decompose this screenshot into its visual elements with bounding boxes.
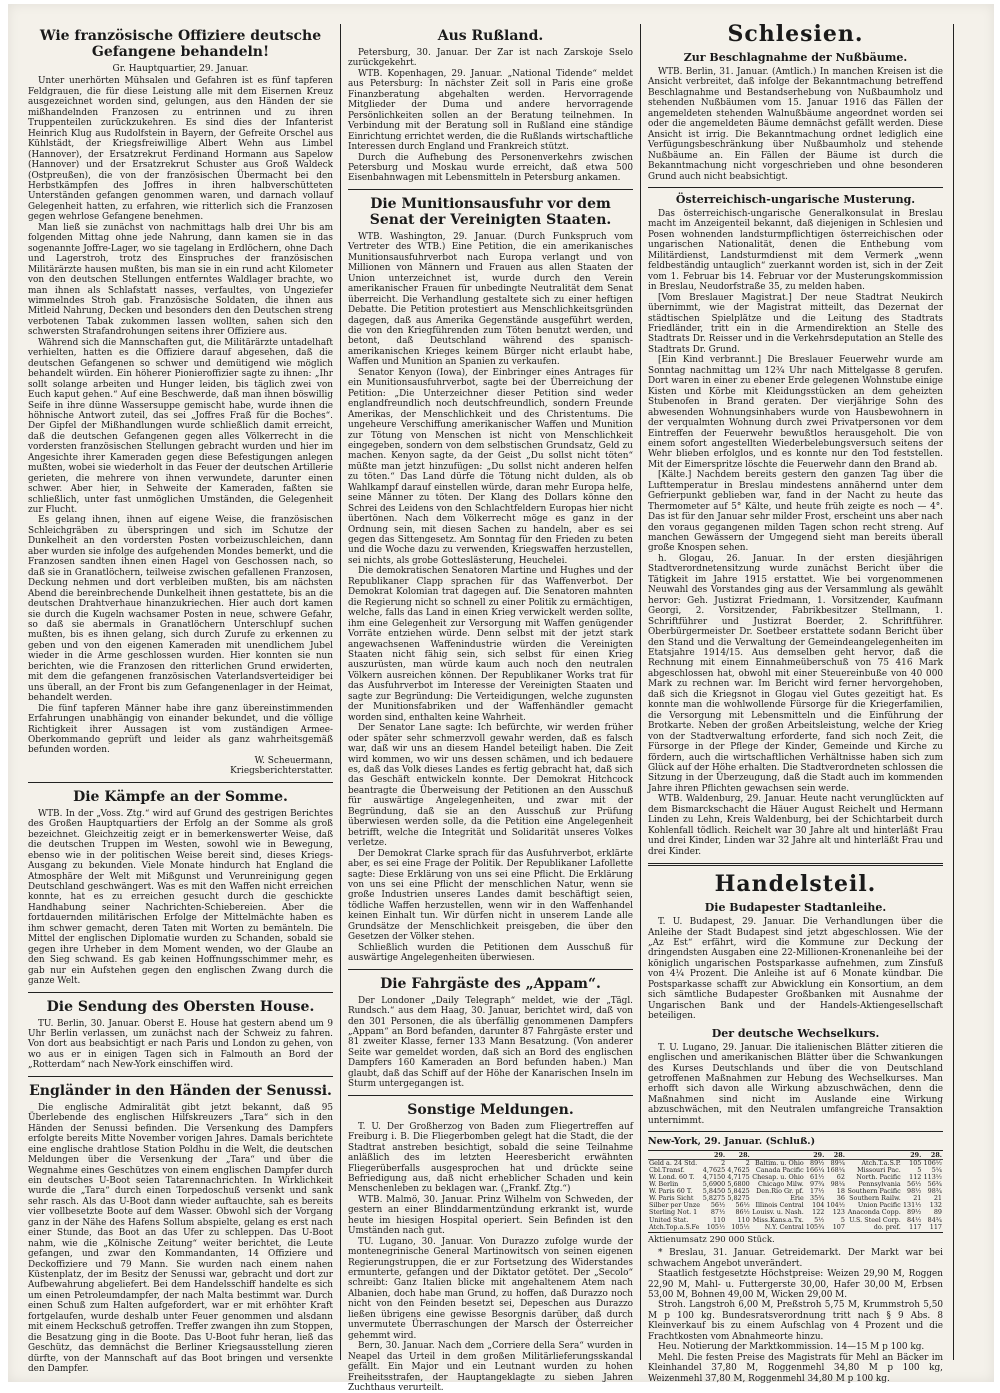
stock-table-cell: 56½ (735, 1201, 750, 1210)
paragraph: Die demokratischen Senatoren Martine und Hughes und der Republikaner Clapp sprachen für das Waffenverbot. Der Demokrat Kolomian trat dagegen auf. Die Senatoren mahnten die Regierung nicht so schnell zu einer Politik zu ermächtigen, welche, falls das Land in einen Krieg verwickelt werden sollte, ihm eine Gelegenheit zur Versorgung mit Waffen genügender Vorräte entziehen würde. Denn selbst mit der jetzt stark angewachsenen Waffenindustrie würden die Vereinigten Staaten nicht fähig sein, sich selbst für einen Krieg auszurüsten, man würde kaum auch noch den neutralen Völkern ausreichen können. Der Republikaner Works trat für das Ausfuhrverbot im Interesse der Vereinigten Staaten und sagte zur Begründung: Die Verteidigungen, welche zugunsten der Munitionsfabriken und der Waffenhändler gemacht worden sind, enthalten keine Wahrheit. (348, 566, 633, 723)
paragraph: TU. Berlin, 30. Januar. Oberst E. House hat gestern abend um 9 Uhr Berlin verlassen, um zunächst nach der Schweiz zu fahren. Von dort aus beabsichtigt er nach Paris und London zu gehen, von wo aus er in einigen Tagen sich in Falmouth an Bord der „Rotterdam“ nach New-York einschiffen wird. (28, 1018, 333, 1071)
paragraph: Senator Kenyon (Iowa), der Einbringer eines Antrages für ein Munitionsausfuhrverbot, sagte bei der Überreichung der Petition: „Die Unterzeichner dieser Petition sind weder englandfreundlich noch deutschfreundlich, sondern Freunde Amerikas, der Menschlichkeit und des Christentums. Die ungeheure Verschiffung amerikanischer Waffen und Munition zur Tötung von Menschen ist nicht von Menschlichkeit eingegeben, sondern von dem selbstischen Grundsatz, Geld zu machen. Kenyon sagte, da der Geist „Du sollst nicht töten“ müßte man jetzt hinzufügen: „Du sollst nicht anderen helfen zu töten.“ Das Land dürfe die Tötung nicht dulden, als ob Wahlkampf darauf einstellen würde, daran mehr Europa helfe, seine Männer zu töten. Der Klang des Dollars könne den Schrei des Leidens von den Schlachtfeldern Europas hier nicht übertönen. Nach dem Völkerrecht möge es ganz in der Ordnung sein, mit diesen Sachen zu handeln, aber es sei gegen das Sittengesetz. Am Sonntag für den Frieden zu beten und die Woche dazu zu verwenden, Kriegswaffen herzustellen, sei nichts, als grobe Gotteslästerung, Heuchelei. (348, 367, 633, 566)
stock-table-cell: Southern Railw. (849, 1194, 901, 1203)
article-title: Sonstige Meldungen. (407, 1101, 574, 1118)
article-senussi (28, 1083, 333, 1375)
stock-table-cell: 84¾ (927, 1215, 942, 1224)
paragraph: Das österreichisch-ungarische Generalkonsulat in Breslau macht im Anzeigenteil bekannt, daß diejenigen in Schlesien und Posen wohnenden landsturmpflichtigen österreichischen oder ungarischen Nationalität, denen die Enthebung vom Militärdienst, Landsturmdienst mit dem Vermerk „wenn feldbeständig untauglich“ zuerkannt worden ist, sich in der Zeit vom 1. Februar bis 14. Februar vor der Musterungskommission in Breslau, Neudorfstraße 35, zu melden haben. (648, 208, 943, 293)
newspaper-page (8, 4, 994, 1393)
stock-table-cell: 112 (909, 1172, 922, 1181)
article-signature: W. Scheuermann, (254, 755, 333, 766)
stock-table-heading: New-York, 29. Januar. (Schluß.) (648, 1136, 816, 1148)
stock-table-cell: 98¾ (927, 1187, 942, 1196)
article-title: Aus Rußland. (437, 28, 544, 44)
stock-table-cell: 89 (933, 1208, 942, 1217)
paragraph: Petersburg, 30. Januar. Der Zar ist nach Zarskoje Sselo zurückgekehrt. (348, 48, 633, 69)
stock-table-cell: 105½ (706, 1222, 726, 1231)
article-appam (348, 976, 633, 1090)
stock-table-header-cell: 28. (726, 1152, 751, 1160)
paragraph: Es gelang ihnen, ihnen auf eigene Weise, die französischen Schleichgräben zu überspringen und sich im Schutze der Dunkelheit an den vordersten Posten vorbeizuschleichen, dann aber wurden sie infolge des aufgehenden Mondes bemerkt, und die Franzosen sandten ihnen einen Hagel von Geschossen nach, so daß sie in Granatlöchern, teilweise zwischen gefallenen Franzosen, Deckung nehmen und dort verbleiben mußten, bis am nächsten Abend die bereinbrechende Dunkelheit ihnen gestattete, bis an die deutschen Drahtverhaue hinanzukriechen. Hier auch dort kamen sie durch die Kugeln wachsamer Posten in neue, schwere Gefahr, so daß sie abermals in Granatlöchern Unterschlupf suchen mußten, bis es ihnen gelang, sich durch Zurufe zu erkennen zu geben und von den eigenen Kameraden mit unendlichem Jubel wieder in die Arme geschlossen wurden. Hier konnten sie nun berichten, wie die Franzosen den ritterlichen Grund erwiderten, mit dem die gefangenen französischen Vaterlandsverteidiger bei uns überall, an der Front bis zum Gefangenenlager in der Heimat, behandelt werden. (28, 515, 333, 704)
stock-table-cell: 117 (909, 1222, 922, 1231)
divider (348, 189, 633, 190)
article-title: Die Budapester Stadtanleihe. (704, 901, 887, 915)
stock-table-cell: United Stat. (649, 1215, 689, 1224)
stock-table-cell: 21 (933, 1194, 942, 1203)
stock-table-cell: 4,7625 (702, 1165, 726, 1174)
stock-table-cell: 98½ (907, 1187, 922, 1196)
divider (648, 863, 943, 866)
stock-table-cell: 98¼ (830, 1180, 845, 1189)
stock-table-cell: 110 (737, 1215, 750, 1224)
stock-table-cell: 5,8425 (727, 1187, 750, 1196)
stock-table-cell: Union Pacific (857, 1201, 901, 1210)
stock-table-cell: Pennsylvania (858, 1180, 901, 1189)
paragraph: Mehl. Die festen Preise des Magistrats für Mehl an Bäcker im Kleinhandel 37,80 M, Roggenmehl 34,80 M p 100 kg, Weizenmehl 37,80 M, Roggenmehl 34,80 M p 100 kg. (648, 1352, 943, 1384)
stock-table-cell: 4,7150 (702, 1172, 726, 1181)
article-title: Die Kämpfe an der Somme. (73, 788, 288, 805)
paragraph: WTB. Kopenhagen, 29. Januar. „National Tidende“ meldet aus Petersburg: In nächster Zeit soll in Paris eine große Finanzberatung abgehalten werden. Hervorragende Mitglieder der Duma und andere hervorragende Persönlichkeiten sollen an der Beratung teilnehmen. In Verbindung mit der Beratung soll in Rußland eine ständige Einrichtung errichtet werden, die die Rußlands wirtschaftliche Interessen durch England und Frankreich stützt. (348, 68, 633, 153)
divider (648, 1131, 943, 1132)
stock-table-cell: 18 (836, 1187, 845, 1196)
stock-table-cell: Miss.Kans.a.Tx. (752, 1215, 804, 1224)
article-title: Der deutsche Wechselkurs. (711, 1026, 880, 1040)
stock-table-cell: 2 (745, 1158, 750, 1167)
article-stadtanleihe (648, 901, 943, 1022)
paragraph: [Vom Breslauer Magistrat.] Der neue Stadtrat Neukirch übernimmt, wie der Magistrat mitteilt, das Dezernat der städtischen Spielplätze und die Leitung des Stadtrats Friedländer, tritt ein in die Armendirektion an Stelle des Stadtrats Dr. Reisser und in die Verkehrsdeputation an Stelle des Stadtrats Dr. Grund. (648, 292, 943, 355)
stock-table-cell: 86½ (735, 1208, 750, 1217)
divider (348, 969, 633, 970)
article-title: Wie französische Offiziere deutsche Gefangene behandeln! (39, 28, 322, 60)
article-title: Österreichisch-ungarische Musterung. (675, 192, 916, 206)
stock-table-cell: 131½ (902, 1201, 922, 1210)
paragraph: Bern, 30. Januar. Nach dem „Corriere della Sera“ wurden in Neapel das Urteil in dem großen Militärlieferungsskandal gefällt. Ein Major und ein Leutnant wurden zu hohen Freiheitsstrafen, der Hauptangeklagte zu sieben Jahren Zuchthaus verurteilt. (348, 1341, 633, 1393)
column-1 (28, 22, 333, 1375)
stock-table-header-cell: 28. (825, 1152, 846, 1160)
stock-table-cell: do. pref. (873, 1222, 901, 1231)
paragraph: * Breslau, 31. Januar. Getreidemarkt. Der Markt war bei schwachem Angebot unverändert. (648, 1248, 943, 1269)
divider (28, 992, 333, 993)
divider (28, 1076, 333, 1077)
stock-table-wrap (648, 1150, 943, 1233)
stock-table-cell: 89¼ (830, 1158, 845, 1167)
stock-table-cell: Geld a. 24 Std. (649, 1158, 698, 1167)
stock-table-cell: 21 (913, 1194, 922, 1203)
article-nussbaeume (648, 51, 943, 182)
divider (648, 187, 943, 188)
paragraph: Während sich die Mannschaften gut, die Militärärzte untadelhaft verhielten, hatten es die Offiziere darauf abgesehen, daß die deutschen Gefangenen so schwer und demütigend wie möglich behandelt würden. Ein höherer Pionieroffizier sagte zu ihnen: „Ihr sollt solange arbeiten und Hunger leiden, bis täglich zwei von Euch kaput gehen.“ Auf eine Beschwerde, daß man ihnen böswillig Seife in ihre dünne Wassersuppe gemischt habe, wurde ihnen die höhnische Antwort zuteil, das sei „Joffres Fraß für die Boches“. Der Gipfel der Mißhandlungen wurde schließlich damit erreicht, daß die deutschen Gefangenen gegen alles Völkerrecht in die vordersten französischen Stellungen gebracht wurden und hier im Angesichte ihrer Kameraden gegen diese Befestigungen anlegen mußten, wobei sie wiederholt in das Feuer der deutschen Artillerie gerieten, die mehrere von ihnen verwundete, darunter einen schwer. Aber hier, in Sehweite der Kameraden, faßten sie schließlich, unter fast unmöglichen Umständen, die Gelegenheit zur Flucht. (28, 337, 333, 516)
stock-table-block (648, 1137, 943, 1245)
paragraph: [Ein Kind verbrannt.] Die Breslauer Feuerwehr wurde am Sonntag nachmittag um 12¾ Uhr nach Mittelgasse 8 gerufen. Dort waren in einer zu ebener Erde gelegenen Wohnstube einige Kisten und Körbe mit Kleidungsstücken an dem geheizten Stubenofen in Brand geraten. Der vierjährige Sohn des abwesenden Wohnungsinhabers wurde von Hausbewohnern in der verqualmten Wohnung durch zwei Privatpersonen vor dem Eintreffen der Feuerwehr bewußtlos herausgeholt. Die von einem sofort angestellten Wiederbelebungsversuch seitens der Wehr blieben erfolglos, und es konnte nur den Tod feststellen. Mit der Eimerspritze löschte die Feuerwehr dann den Brand ab. (648, 355, 943, 470)
stock-table-cell: U.S. Steel Corp. (849, 1215, 901, 1224)
article-title: Zur Beschlagnahme der Nußbäume. (683, 51, 908, 64)
column-rule (640, 24, 641, 1360)
stock-table-cell: 56½ (907, 1180, 922, 1189)
stock-table-header-cell: 28. (922, 1152, 943, 1160)
stock-table-header-cell: 29. (805, 1152, 826, 1160)
article-getreidemarkt (648, 1248, 943, 1384)
column-3 (648, 21, 943, 1384)
stock-table-cell: 56½ (710, 1201, 726, 1210)
stock-table-cell: 62 (836, 1172, 845, 1181)
stock-table-cell: 105 (909, 1158, 922, 1167)
stock-table-footer: Aktienumsatz 290 000 Stück. (648, 1234, 775, 1245)
paragraph: Der Senator Lane sagte: Ich befürchte, wir werden früher oder später sehr schmerzvoll gewahr werden, daß es falsch war, daß wir uns an diesem Handel beteiligt haben. Die Zeit wird kommen, wo wir uns dessen schämen, und ich bedauere es, daß das Volk dieses Landes es fertig gebracht hat, daß sich das Geschäft entwickeln konnte. Der Demokrat Hitchcock beantragte die Überweisung der Petitionen an den Ausschuß für auswärtige Angelegenheiten, und zwar mit der Begründung, daß sie an den Ausschuß zur Prüfung überwiesen werden solle, da die Petition eine Angelegenheit betrifft, welche die Integrität und Solidarität unseres Volkes verletze. (348, 723, 633, 849)
paragraph: Man ließ sie zunächst von nachmittags halb drei Uhr bis am folgenden Mittag ohne jede Nahrung, dann kamen sie in das sogenannte Joffre-Lager, wo sie tagelang in Erdlöchern, ohne Dach und Lagerstroh, trotz des Einspruches der französischen Militärärzte hausen mußten, bis man sie in ein rund acht Kilometer von den deutschen Stellungen entferntes Waldlager brachte, wo man ihnen als Schlafstatt nasses, verfaultes, von Ungeziefer wimmelndes Stroh gab. Französische Soldaten, die ihnen aus Mitleid Nahrung, Decken und besonders den den Deutschen streng verbotenen Tabak zukommen lassen wollten, sahen sich den schwersten Strafandrohungen seitens ihrer Offiziere aus. (28, 222, 333, 338)
stock-table-cell: 4,7175 (727, 1172, 750, 1181)
paragraph: Der Londoner „Daily Telegraph“ meldet, wie der „Tägl. Rundsch.“ aus dem Haag, 30. Januar, berichtet wird, daß von den 301 Personen, die als überfällig genommenen Dampfers „Appam“ an Bord befanden, darunter 87 Fahrgäste erster und 81 zweiter Klasse, ferner 133 Mann Besatzung. (Von anderer Seite war gemeldet worden, daß sich an Bord des englischen Dampfers 160 Kameraden an Bord befunden haben.) Man glaubt, daß das Schiff auf der Höhe der Kanarischen Inseln im Sturm untergegangen ist. (348, 995, 633, 1090)
paragraph: Der Demokrat Clarke sprach für das Ausfuhrverbot, erklärte aber, es sei eine Frage der Politik. Der Republikaner Lafollette sagte: Diese Erklärung von uns sei eine Pflicht. Die Erklärung von uns sei eine Pflicht der menschlichen Natur, wenn sie große Industrien unseres Landes damit beschäftigt seien, tödliche Waffen herzustellen, wenn wir in den Waffenhandel keinen Einhalt tun. Wir dürfen nicht in unserem Lande alle Grundsätze der Menschlichkeit preisgeben, die über den Gesetzen der Völker stehen. (348, 848, 633, 943)
paragraph: Schließlich wurden die Petitionen dem Ausschuß für auswärtige Angelegenheiten überwiesen. (348, 942, 633, 964)
stock-table-cell: Southern Pacific (847, 1187, 901, 1196)
divider (348, 1095, 633, 1096)
stock-table-header-cell: 29. (702, 1152, 727, 1160)
stock-table-cell: 104½ (826, 1201, 845, 1210)
stock-table-cell: 4,7625 (727, 1165, 750, 1174)
article-wechselkurs (648, 1027, 943, 1127)
stock-table-cell: Chesap. u. Ohio (752, 1172, 804, 1181)
stock-table-cell: 104 (812, 1201, 825, 1210)
paragraph: Heu. Notierung der Marktkommission. 14—15 M p 100 kg. (658, 1342, 925, 1353)
column-2 (348, 22, 633, 1393)
stock-table-cell: 5,6800 (727, 1180, 750, 1189)
paragraph: Durch die Aufhebung des Personenverkehrs zwischen Petersburg und Moskau wurde erreicht, daß etwa 500 Eisenbahnwagen mit Lebensmitteln in Petersburg ankamen. (348, 152, 633, 184)
paragraph: [Kälte.] Nachdem bereits gestern den ganzen Tag über die Lufttemperatur in Breslau mindestens annähernd unter dem Gefrierpunkt geblieben war, fand in der Nacht zu heute das Thermometer auf 5° Kälte, und heute früh zeigte es noch — 4°. Das ist für den Januar sehr milder Frost, erscheint uns aber nach den voraus gegangenen milden Tagen schon recht streng. Auf manchen Gewässern der Umgegend sieht man bereits überall große Knospen sehen. (648, 470, 943, 554)
article-dateline: Gr. Hauptquartier, 29. Januar. (112, 64, 249, 74)
stock-table-cell: 110 (712, 1215, 726, 1224)
stock-table-cell: 5 (917, 1165, 922, 1174)
stock-table-header-cell: 29. (902, 1152, 923, 1160)
stock-table-cell: 97¾ (810, 1180, 825, 1189)
paragraph: Staatlich festgesetzte Höchstpreise: Weizen 29,90 M, Roggen 22,90 M, Mahl- u. Futtergerste 30,00, Hafer 30,00 M, Erbsen 53,00 M, Bohnen 49,00 M, Wicken 29,00 M. (648, 1269, 943, 1300)
paragraph: WTB. In der „Voss. Ztg.“ wird auf Grund des gestrigen Berichtes des Großen Hauptquartiers der Erfolg an der Somme als groß bezeichnet. Gleichzeitig zeigt er in bemerkenswerter Weise, daß die deutschen Truppen im Westen, sowohl wie in Bewegung, ebenso wie in der politischen Weise bereit sind, dieses Kriegs-Ausgang zu bekunden. Viele Monate hindurch hat England die Atmosphäre der Welt mit Mißgunst und Verunreinigung gegen Deutschland geschwängert. Was es mit den Waffen nicht erreichen konnte, hat es zu erreichen gesucht durch die geschickte Handhabung seiner Nachrichten-Schiebereien. Aber die fortdauernden militärischen Erfolge der Mittelmächte haben es ihm schwer gemacht, deren Taten mit Worten zu bemänteln. Die Mittel der englischen Diplomatie wurden zu Schanden, sobald sie gegen ihre Urheber in dem Moment wenden, wo der Glaube an den Sieg schwand. Es gab keinen Hoffnungsschimmer mehr, es gab nur ein Aufstehen gegen den englischen Zwang durch die ganze Welt. (28, 808, 333, 987)
article-title: Die Sendung des Obersten House. (46, 998, 315, 1015)
article-title: Die Munitionsausfuhr vor dem Senat der Vereinigten Staaten. (369, 195, 612, 228)
stock-table-row (648, 1224, 943, 1231)
stock-table-cell: W. Berlin (649, 1180, 679, 1189)
stock-table-cell: 5½ (814, 1215, 825, 1224)
paragraph: WTB. Malmö, 30. Januar. Prinz Wilhelm von Schweden, der gestern an einer Blinddarmentzündung erkrankt ist, wurde heute im hiesigen Hospital operiert. Sein Befinden ist den Umständen nach gut. (348, 1194, 633, 1237)
section-heading: Handelsteil. (714, 871, 877, 898)
column-rule (340, 24, 341, 1360)
paragraph: WTB. Washington, 29. Januar. (Durch Funkspruch vom Vertreter des WTB.) Eine Petition, die ein amerikanisches Munitionsausfuhrverbot nach Europa verlangt und von Millionen von Männern und Frauen aus allen Staaten der Union unterzeichnet ist, wurde durch den Verein amerikanischer Frauen für unbedingte Neutralität dem Senat überreicht. Die Verhandlung gestaltete sich zu einer heftigen Debatte. Die Petition protestiert aus Menschlichkeitsgründen dagegen, daß aus Amerika Gegenstände ausgeführt werden, die von den Kriegführenden zum Töten benutzt werden, und betont, daß Deutschland während des spanisch-amerikanischen Krieges keinem Bürger nicht erlaubt habe, Waffen und Munition an Spanien zu verkaufen. (348, 231, 633, 368)
stock-table-cell: 166¼ (805, 1165, 825, 1174)
stock-table-cell: Sterling Not. 1 (649, 1208, 698, 1217)
stock-table-cell: 122 (812, 1208, 825, 1217)
stock-table-cell: 106½ (923, 1158, 942, 1167)
paragraph: T. U. Der Großherzog von Baden zum Fliegertreffen auf Freiburg i. B. Die Fliegerbomben gelegt hat die Stadt, die der Stadtrat anstreben besichtigt, sobald die seine Teilnahme anläßlich des im letzten Heeresbericht erwähnten Fliegerüberfalls ausgesprochen hat und drückte seine Befriedigung aus, daß nicht erheblicher Schaden und kein Menschenleben zu beklagen war. („Frankf. Ztg.“) (348, 1121, 633, 1195)
stock-table-cell: 61½ (810, 1172, 825, 1181)
stock-table-cell: W. Paris 60 T. (649, 1187, 693, 1196)
stock-table-cell: W. Paris Sicht (649, 1194, 694, 1203)
stock-table-cell: 5¼ (931, 1165, 942, 1174)
stock-table-cell: 17½ (810, 1187, 825, 1196)
stock-table-cell: 132 (929, 1201, 942, 1210)
stock-table-cell: 105¾ (805, 1222, 825, 1231)
paragraph: Die englische Admiralität gibt jetzt bekannt, daß 95 Überlebende des englischen Hilfskreuzers „Tara“ sich in den Händen der Senussi befinden. Die Versenkung des Dampfers erfolgte bereits Mitte November vorigen Jahres. Damals berichtete eine englische drahtlose Station Poldhu in die Welt, die deutschen Meldungen über die Versenkung der „Tara“ und über die Wegnahme eines Geschützes von einem englischen Dampfer durch ein deutsches U-Boot seien Tatarennachrichten. In Wirklichkeit wurde die „Tara“ durch einen Torpedoschuß versenkt und sank sehr rasch. Als das U-Boot dann wieder auftauchte, sah es bereits vier vollbesetzte Boote auf dem Wasser. Obwohl sich der Vorgang ganz in der Nähe des Hafens Sollum abspielte, gelang es erst nach einer Stunde, das Boot an das Ufer zu schleppen. Das U-Boot nahm, wie die „Kölnische Zeitung“ weiter berichtet, die Leute gefangen, und zwar den Kommandanten, 14 Offiziere und Deckoffiziere und 79 Mann. Sie wurden nach einem nahen Küstenplatz, der im Besitz der Senussi war, gebracht und dort zur Aufbewahrung abgeliefert. Bei dem Handelsschiff handelte es sich um einen Petroleumdampfer, der nach Malta bestimmt war. Durch einen Schuß zum Halten aufgefordert, war er mit erhöhter Kraft fortgelaufen, wurde deshalb unter Feuer genommen und alsdann mit einem Heckschuß getroffen. Treffer zwangen ihn zum Stoppen, die Besatzung ging in die Boote. Das U-Boot fuhr heran, ließ das Geschütz, das demnächst die Berliner Kriegsausstellung zieren dürfte, von der Mannschaft auf das Boot bringen und versenkte den Dampfer. (28, 1102, 333, 1375)
stock-table-cell: 87½ (710, 1208, 726, 1217)
stock-table-cell: 5,8450 (702, 1187, 726, 1196)
paragraph: WTB. Berlin, 31. Januar. (Amtlich.) In manchen Kreisen ist die Ansicht verbreitet, daß infolge der Bekanntmachung betreffend Beschlagnahme und Bestandserhebung von Nußbaumholz und stehenden Nußbäumen vom 15. Januar 1916 das Fällen der angemeldeten stehenden Walnußbäume angeordnet worden sei oder die angemeldeten Bäume demnächst gefällt werden. Diese Ansicht ist irrig. Die Bekanntmachung ordnet lediglich eine Verfügungsbeschränkung über Nußbaumholz und stehende Nußbäume an. Ein Fällen der Bäume ist durch die Bekanntmachung nicht vorgeschrieben und ohne besonderen Grund auch nicht beabsichtigt. (648, 67, 943, 182)
stock-table-cell: 89½ (810, 1158, 825, 1167)
article-house (28, 999, 333, 1071)
stock-table-cell: Anaconda Copp. (847, 1208, 901, 1217)
stock-table-cell: 84½ (907, 1215, 922, 1224)
paragraph: T. U. Lugano, 29. Januar. Die italienischen Blätter zitieren die englischen und amerikanischen Blätter über die Schwankungen des Kurses Deutschlands und über die von Deutschland getroffenen Maßnahmen zur Hebung des Wechselkurses. Man erhofft sich davon alle Wirkung abzuschwächen, denn die Maßnahmen sind nicht im Auslande eine Wirkung abzuschwächen, mit den Neutralen umfangreiche Transaktion unternimmt. (648, 1042, 943, 1126)
paragraph: T. U. Budapest, 29. Januar. Die Verhandlungen über die Anleihe der Stadt Budapest sind jetzt abgeschlossen. Wie der „Az Est“ erfährt, wird die Kommune zur Deckung der dringendsten Ausgaben eine 22-Millionen-Kronenanleihe bei der königlich ungarischen Postsparkasse aufnehmen, zum Zinsfuß von 4¼ Prozent. Die Anleihe ist auf 6 Monate kündbar. Die Postsparkasse schafft zur Abwicklung ein Konsortium, an dem sich sämtliche Budapester Großbanken mit Ausnahme der Ungarischen Bank und der Handels-Aktiengesellschaft beteiligen. (648, 917, 943, 1022)
stock-table (648, 1152, 943, 1231)
stock-table-cell: 5,8275 (702, 1194, 726, 1203)
stock-table-cell: Cbl.Transf. (649, 1165, 685, 1174)
stock-table-cell: 5,8275 (727, 1194, 750, 1203)
stock-table-cell: 89½ (907, 1208, 922, 1217)
section-heading: Schlesien. (727, 21, 864, 47)
paragraph: Die fünf tapferen Männer habe ihre ganz übereinstimmenden Erfahrungen unabhängig von einander bekundet, und die völlige Richtigkeit ihrer Aussagen ist vom zuständigen Armee-Oberkommando geprüft und leider als ganz wahrheitsgemäß befunden worden. (28, 703, 333, 756)
stock-table-cell: Louisv. u. Nash. (752, 1208, 804, 1217)
article-russland (348, 28, 633, 184)
stock-table-cell: 117 (929, 1222, 942, 1231)
stock-table-cell: 168¼ (826, 1165, 845, 1174)
stock-table-cell: 123 (832, 1208, 845, 1217)
article-gefangene (28, 28, 333, 777)
stock-table-cell: Den.Rio Gr. pf. (756, 1187, 804, 1196)
stock-table-cell: 107 (832, 1222, 845, 1231)
paragraph: TU. Lugano, 30. Januar. Von Durazzo zufolge wurde der montenegrinische General Martinowitsch von seinen eigenen Regierungstruppen, die er zur Fortsetzung des Widerstandes ermunterte, gefangen und der Diktator getötet. Der „Secolo“ schreibt: Ganz Italien blicke mit angehaltenem Atem nach Albanien, doch habe man Grund, zu hoffen, daß Durazzo noch nicht von den Feinden besetzt sei, Depeschen aus Durazzo ließen übrigens eine gewisse Besorgnis darüber, daß durch unvermutete Überraschungen der Marsch der Österreicher gehemmt wird. (348, 1236, 633, 1341)
paragraph: h. Glogau, 26. Januar. In der ersten diesjährigen Stadtverordnetensitzung wurde zunächst Bericht über die Tätigkeit im Jahre 1915 erstattet. Wie bei vorgenommenen Neuwahl des Vorstandes ging aus der Versammlung als gewählt hervor: Geh. Justizrat Friedmann, 1. Vorsitzender, Kaufmann Georgi, 2. Vorsitzender, Fabrikbesitzer Stellmann, 1. Schriftführer und Justizrat Boerder, 2. Schriftführer. Oberbürgermeister Dr. Soetbeer erstattete sodann Bericht über den Stand und die Verwaltung der Gemeindeangelegenheiten im Etatsjahre 1914/15. Aus demselben geht hervor, daß die Rechnung mit einem Einnahmeüberschuß von 75 416 Mark abgeschlossen hat, obwohl mit einer Steuereinbuße von 40 000 Mark zu rechnen war. Im Bericht wird ferner hervorgehoben, daß sich die Kriegsnot in Glogau viel Gutes gezeitigt hat. Es konnte man die wohlwollende Fürsorge für die Kriegerfamilien, die Versorgung mit Lebensmitteln und die Einführung der Brotkarte. Neben der großen Arbeitsleistung, welche der Krieg von der Stadtverwaltung erforderte, fand sich noch Zeit, die Fürsorge in der Pflege der Kinder, Gemeinde und Kirche zu fördern, auch die wirtschaftlichen Verhältnisse haben sich zum Glück auf der Höhe erhalten. Die Stadtverordneten schlossen die Sitzung in der Überzeugung, daß die Stadt auch im kommenden Jahre ihren Pflichten gewachsen sein werde. (648, 553, 943, 794)
stock-table-cell: Silber per Unze (649, 1201, 701, 1210)
stock-table-cell: 113½ (923, 1172, 942, 1181)
stock-table-cell: Atch.T.a.S.P. (861, 1158, 901, 1167)
stock-table-cell: 56¾ (927, 1180, 942, 1189)
stock-table-cell: 35¾ (810, 1194, 825, 1203)
column-rule (953, 24, 954, 1360)
stock-table-cell: 36 (836, 1194, 845, 1203)
stock-table-cell: Missouri Pac. (857, 1165, 901, 1174)
paragraph: Stroh. Langstroh 6,00 M, Preßstroh 5,75 M, Krummstroh 5,50 M p 100 kg. Bundesratsverordnung tritt nach § 9 Abs. 8 Kleinverkauf bis zu einem Aufschlag von 4 Prozent und die Frachtkosten vom Abnahmeorte hinzu. (648, 1300, 943, 1342)
stock-table-cell: North. Pacific (856, 1172, 901, 1181)
article-title: Die Fahrgäste des „Appam“. (380, 975, 601, 992)
stock-table-cell: 5 (840, 1215, 845, 1224)
divider (28, 782, 333, 783)
stock-table-cell: W. Lond. 60 T. (649, 1172, 695, 1181)
stock-table-cell: Atch.Top.a.S.Fe (649, 1222, 700, 1231)
stock-table-cell: Canada Pacific (755, 1165, 804, 1174)
article-musterung (648, 193, 943, 857)
stock-table-cell: Baltim. u. Ohio (755, 1158, 804, 1167)
stock-table-cell: Erie (790, 1194, 804, 1203)
stock-table-body (648, 1159, 943, 1230)
article-signature-role: Kriegsberichterstatter. (230, 766, 333, 777)
stock-table-cell: Illinois Central (755, 1201, 804, 1210)
stock-table-cell: N.Y. Central (764, 1222, 804, 1231)
stock-table-cell: 2 (721, 1158, 726, 1167)
stock-table-cell: Chicago Milw. (757, 1180, 804, 1189)
article-somme (28, 789, 333, 987)
stock-table-cell: 5,6900 (702, 1180, 726, 1189)
article-title: Engländer in den Händen der Senussi. (29, 1082, 332, 1099)
paragraph: WTB. Waldenburg, 29. Januar. Heute nacht verunglückten auf dem Bismarckschacht die Häuer August Reichelt und Hermann Linden zu Lehn, Kreis Waldenburg, bei der Schichtarbeit durch Kohlenfall tödlich. Reichelt war 30 Jahre alt und hinterläßt Frau und drei Kinder, Linden war 32 Jahre alt und hinterläßt Frau und drei Kinder. (648, 794, 943, 857)
article-sonstige (348, 1102, 633, 1393)
article-munition (348, 196, 633, 964)
stock-table-cell: 105½ (731, 1222, 750, 1231)
paragraph: Unter unerhörten Mühsalen und Gefahren ist es fünf tapferen Feldgrauen, die für diese Leistung alle mit dem Eisernen Kreuz ausgezeichnet worden sind, gelungen, aus den Händen der sie mißhandelnden Franzosen zu entrinnen und zu ihren Truppenteilen zurückzukehren. Es sind dies der Infanterist Heinrich Klug aus Rudolfstein in Bayern, der Gefreite Orschel aus Kühlstädt, der Kriegsfreiwillige Albert Wehn aus Limbel (Hannover), der Ersatzrekrut Ferdinand Hormann aus Sapelow (Hannover) und der Ersatzrekrut Schuster aus Groß Waldeck (Ostpreußen), die von der französischen Übermacht bei den Herbstkämpfen des Joffres in ihren halbverschütteten Unterständen gefangen genommen waren, und darnach vollauf Gelegenheit hatten, zu erfahren, wie ritterlich sich die Franzosen gegen wehrlose Gefangene benehmen. (28, 76, 333, 223)
